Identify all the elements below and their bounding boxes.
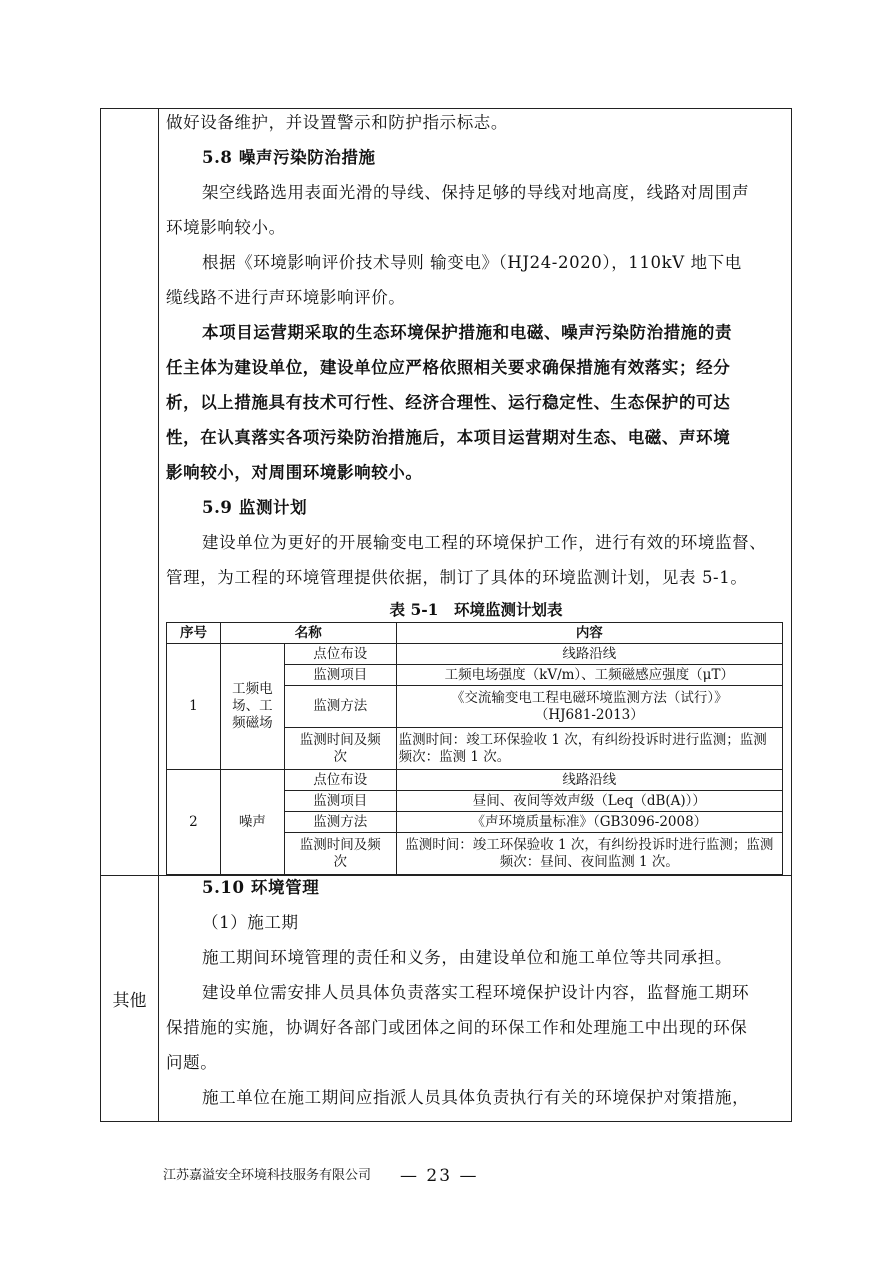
cell-seq: 1	[167, 644, 221, 770]
column-divider	[158, 109, 159, 1121]
text-line: 建设单位需安排人员具体负责落实工程环境保护设计内容，监督施工期环	[202, 983, 750, 1002]
cell-item: 监测方法	[284, 686, 396, 728]
header-seq: 序号	[167, 623, 221, 644]
cell-name: 噪声	[220, 770, 284, 875]
cell-item: 监测项目	[284, 665, 396, 686]
cell-item: 点位布设	[284, 644, 396, 665]
text-line: 架空线路选用表面光滑的导线、保持足够的导线对地高度，线路对周围声	[202, 183, 750, 202]
cell-item: 监测时间及频次	[284, 728, 396, 770]
page-number: — 23 —	[400, 1166, 479, 1186]
text-line: 根据《环境影响评价技术导则 输变电》（HJ24-2020），110kV 地下电	[202, 253, 742, 272]
text-line: 建设单位为更好的开展输变电工程的环境保护工作，进行有效的环境监督、	[202, 533, 767, 552]
cell-content: 线路沿线	[396, 644, 782, 665]
cell-content: 《声环境质量标准》（GB3096-2008）	[396, 812, 782, 833]
section-heading: 5.10 环境管理	[202, 878, 320, 897]
subsection-label: （1）施工期	[202, 913, 299, 932]
footer-company: 江苏嘉溢安全环境科技服务有限公司	[163, 1168, 372, 1183]
header-name: 名称	[220, 623, 396, 644]
cell-content: 昼间、夜间等效声级（Leq（dB(A)））	[396, 791, 782, 812]
section-heading: 5.8 噪声污染防治措施	[202, 148, 376, 167]
section-heading: 5.9 监测计划	[202, 498, 308, 517]
cell-seq: 2	[167, 770, 221, 875]
text-line: 环境影响较小。	[166, 218, 286, 237]
text-line: 施工期间环境管理的责任和义务，由建设单位和施工单位等共同承担。	[202, 948, 733, 967]
cell-item: 监测时间及频次	[284, 833, 396, 875]
text-line: 缆线路不进行声环境影响评价。	[166, 288, 406, 307]
text-line: 施工单位在施工期间应指派人员具体负责执行有关的环境保护对策措施，	[202, 1088, 750, 1107]
table-row	[167, 644, 783, 665]
cell-item: 点位布设	[284, 770, 396, 791]
text-line: 保措施的实施，协调好各部门或团体之间的环保工作和处理施工中出现的环保	[166, 1018, 748, 1037]
table-row	[167, 770, 783, 791]
cell-content: 工频电场强度（kV/m）、工频磁感应强度（μT）	[396, 665, 782, 686]
bold-text-line: 性，在认真落实各项污染防治措施后，本项目运营期对生态、电磁、声环境	[166, 428, 731, 447]
table-header-row	[167, 623, 783, 644]
header-content: 内容	[396, 623, 782, 644]
bold-text-line: 影响较小，对周围环境影响较小。	[166, 463, 423, 482]
side-label-other: 其他	[112, 990, 147, 1011]
section-5-10	[166, 870, 786, 1115]
cell-name: 工频电场、工频磁场	[220, 644, 284, 770]
cell-item: 监测项目	[284, 791, 396, 812]
section-5-8	[166, 105, 786, 595]
cell-content: 《交流输变电工程电磁环境监测方法（试行）》（HJ681-2013）	[396, 686, 782, 728]
cell-content: 监测时间：竣工环保验收 1 次，有纠纷投诉时进行监测；监测频次：监测 1 次。	[396, 728, 782, 770]
table-caption: 表 5-1 环境监测计划表	[389, 600, 563, 619]
text-line: 问题。	[166, 1053, 218, 1072]
cell-content: 线路沿线	[396, 770, 782, 791]
cell-item: 监测方法	[284, 812, 396, 833]
bold-text-line: 任主体为建设单位，建设单位应严格依照相关要求确保措施有效落实；经分	[166, 358, 731, 377]
bold-text-line: 析，以上措施具有技术可行性、经济合理性、运行稳定性、生态保护的可达	[166, 393, 731, 412]
monitoring-plan-table	[166, 622, 783, 875]
bold-text-line: 本项目运营期采取的生态环境保护措施和电磁、噪声污染防治措施的责	[202, 323, 733, 342]
text-line: 管理，为工程的环境管理提供依据，制订了具体的环境监测计划，见表 5-1。	[166, 568, 748, 587]
text-line: 做好设备维护，并设置警示和防护指示标志。	[166, 113, 508, 132]
cell-content: 监测时间：竣工环保验收 1 次，有纠纷投诉时进行监测；监测频次：昼间、夜间监测 1 次。	[396, 833, 782, 875]
